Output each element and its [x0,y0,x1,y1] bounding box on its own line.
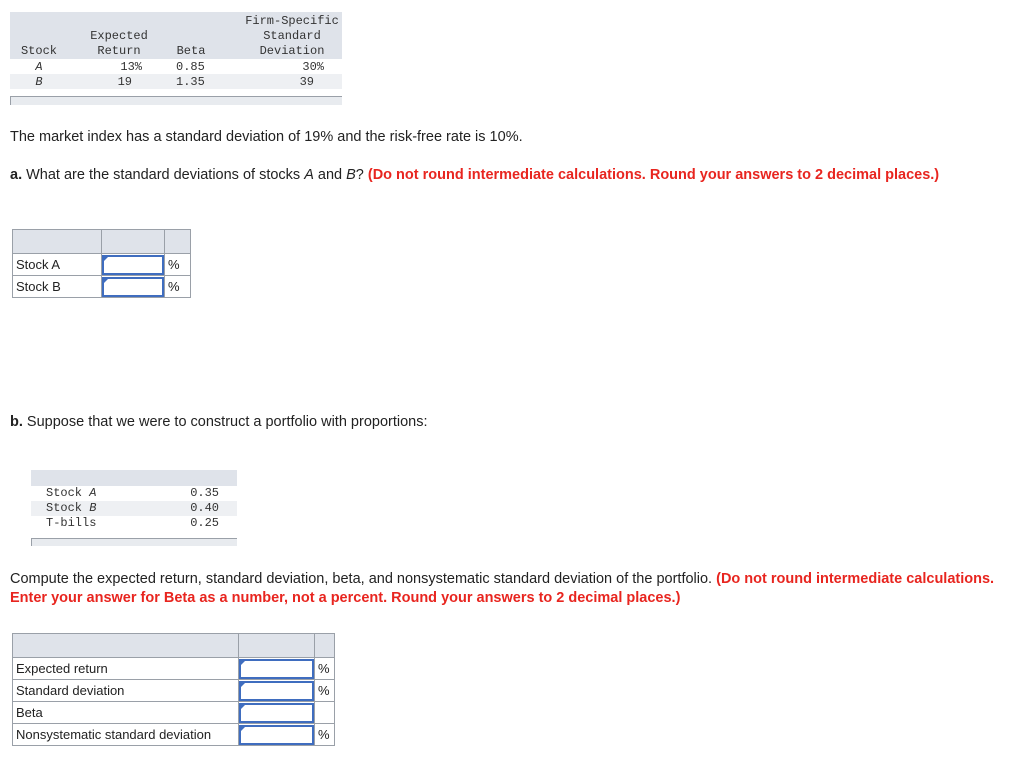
part-b-q: Suppose that we were to construct a portfolio with proportions: [22,414,428,430]
table-row [13,680,335,702]
standard-deviation-label: Standard deviation [13,680,239,702]
proportions-table [31,470,237,546]
row-b-sd: 39 [299,75,314,89]
intro-text: The market index has a standard deviation of 19% and the risk-free rate is 10%. [10,129,523,145]
prop-tbills-name: T-bills [46,516,97,530]
input-marker-icon [240,704,246,710]
prop-stock-b-name: Stock B [46,501,97,515]
part-a-label: a. [10,167,23,183]
beta-unit [315,702,335,724]
row-b-beta: 1.35 [176,75,205,89]
part-b-answer-table [12,633,335,746]
stock-a-sd-input[interactable] [102,255,164,275]
part-a-q-mid: and [313,167,347,183]
input-marker-icon [240,660,246,666]
row-b-return: 19 [117,75,132,89]
expected-return-input[interactable] [239,659,314,679]
part-a-q-post: ? [355,167,368,183]
prop-stock-a-value: 0.35 [190,486,219,500]
table-row [13,658,335,680]
answer-header-row [13,230,191,254]
answer-header-row [13,634,335,658]
header-stock: Stock [20,44,57,58]
row-a-beta: 0.85 [176,60,205,74]
prop-tbills-value: 0.25 [190,516,219,530]
header-standard: Standard [263,29,321,43]
part-a-answer-table [12,229,191,298]
prop-stock-a-name: Stock A [46,486,97,500]
row-a-sd: 30% [302,60,324,74]
stock-a-label: Stock A [13,254,102,276]
percent-unit: % [315,724,335,746]
part-b-compute-text: Compute the expected return, standard deviation, beta, and nonsystematic standard deviation of the portfolio. [10,571,717,587]
nonsystematic-sd-input[interactable] [239,725,314,745]
row-b-stock: B [35,75,43,89]
header-return: Return [97,44,141,58]
table-row [13,276,191,298]
percent-unit: % [315,658,335,680]
table-row [13,254,191,276]
beta-input[interactable] [239,703,314,723]
part-b-instruction: (Do not round intermediate calculations. Enter your answer for Beta as a number, not a percent. Round your answers to 2 decimal places.) [10,571,995,606]
header-beta: Beta [176,44,206,58]
part-a-instruction: (Do not round intermediate calculations. Round your answers to 2 decimal places.) [367,167,940,183]
input-marker-icon [103,278,109,284]
nonsystematic-sd-label: Nonsystematic standard deviation [13,724,239,746]
stock-b-label: Stock B [13,276,102,298]
part-b-compute [10,570,1010,608]
input-marker-icon [103,256,109,262]
percent-unit: % [165,276,191,298]
var-b: B [346,167,356,183]
input-marker-icon [240,682,246,688]
table-header-band [31,470,237,486]
expected-return-label: Expected return [13,658,239,680]
prop-stock-b-value: 0.40 [190,501,219,515]
part-b-label: b. [10,414,23,430]
header-deviation: Deviation [259,44,325,58]
row-a-stock: A [35,60,43,74]
stock-data-table [10,12,342,106]
var-a: A [304,167,314,183]
percent-unit: % [315,680,335,702]
input-marker-icon [240,726,246,732]
standard-deviation-input[interactable] [239,681,314,701]
percent-unit: % [165,254,191,276]
table-row [13,724,335,746]
part-b-question [10,413,428,432]
table-row [13,702,335,724]
part-a-question [10,166,1000,185]
table-bottom-rule [10,96,342,105]
table-bottom-rule [31,538,237,546]
stock-b-sd-input[interactable] [102,277,164,297]
beta-label: Beta [13,702,239,724]
header-firm-specific: Firm-Specific [245,14,339,28]
part-a-q-pre: What are the standard deviations of stocks [22,167,305,183]
row-a-return: 13% [120,60,142,74]
header-expected: Expected [90,29,148,43]
